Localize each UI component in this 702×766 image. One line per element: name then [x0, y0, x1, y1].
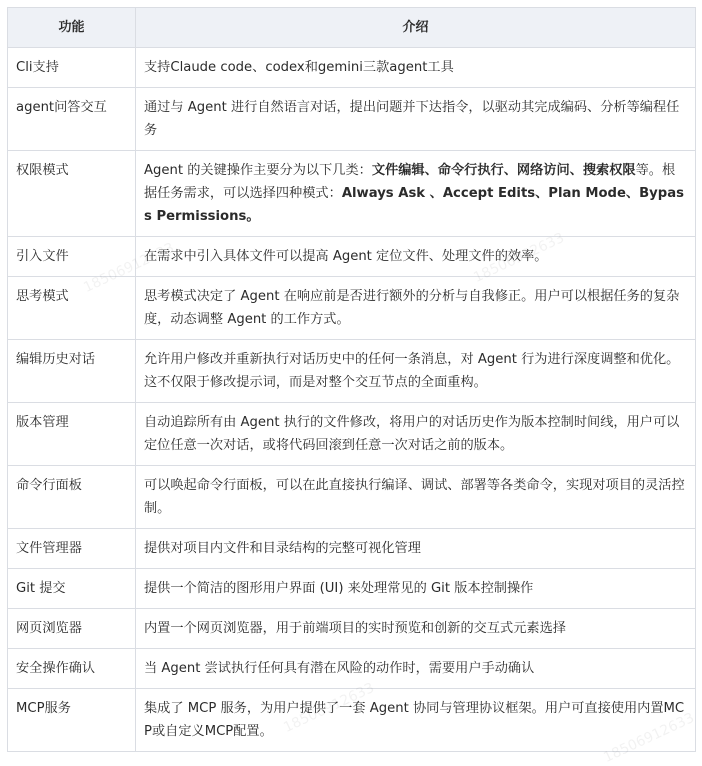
table-row — [8, 340, 696, 403]
feature-cell: 安全操作确认 — [8, 649, 136, 689]
table-row — [8, 48, 696, 88]
description-cell: 自动追踪所有由 Agent 执行的文件修改，将用户的对话历史作为版本控制时间线，用户可以定位任意一次对话，或将代码回滚到任意一次对话之前的版本。 — [136, 403, 696, 466]
table-row — [8, 609, 696, 649]
description-cell: 在需求中引入具体文件可以提高 Agent 定位文件、处理文件的效率。 — [136, 237, 696, 277]
description-text: Agent 的关键操作主要分为以下几类： — [144, 163, 372, 178]
description-cell: 提供一个简洁的图形用户界面 (UI) 来处理常见的 Git 版本控制操作 — [136, 569, 696, 609]
feature-cell: 命令行面板 — [8, 466, 136, 529]
feature-cell: Cli支持 — [8, 48, 136, 88]
description-cell: 集成了 MCP 服务，为用户提供了一套 Agent 协同与管理协议框架。用户可直接使用内置MCP或自定义MCP配置。 — [136, 689, 696, 752]
watermark: 18506912633 — [281, 680, 377, 736]
description-cell — [136, 151, 696, 237]
feature-cell: agent问答交互 — [8, 88, 136, 151]
description-cell: 思考模式决定了 Agent 在响应前是否进行额外的分析与自我修正。用户可以根据任务的复杂度，动态调整 Agent 的工作方式。 — [136, 277, 696, 340]
description-text: 等。根据任务需求，可以选择四种模式： — [144, 163, 676, 201]
description-cell: 当 Agent 尝试执行任何具有潜在风险的动作时，需要用户手动确认 — [136, 649, 696, 689]
table-row — [8, 88, 696, 151]
description-cell: 允许用户修改并重新执行对话历史中的任何一条消息，对 Agent 行为进行深度调整和优化。这不仅限于修改提示词，而是对整个交互节点的全面重构。 — [136, 340, 696, 403]
table-row — [8, 151, 696, 237]
description-bold: 文件编辑、命令行执行、网络访问、搜索权限 — [371, 163, 636, 178]
feature-cell: 网页浏览器 — [8, 609, 136, 649]
header-feature: 功能 — [8, 8, 136, 48]
feature-cell: 版本管理 — [8, 403, 136, 466]
description-cell: 内置一个网页浏览器，用于前端项目的实时预览和创新的交互式元素选择 — [136, 609, 696, 649]
description-cell: 可以唤起命令行面板，可以在此直接执行编译、调试、部署等各类命令，实现对项目的灵活控制。 — [136, 466, 696, 529]
description-bold: Always Ask 、Accept Edits、Plan Mode、Bypass Permissions。 — [144, 186, 684, 224]
table-row — [8, 237, 696, 277]
table-row — [8, 569, 696, 609]
feature-cell: Git 提交 — [8, 569, 136, 609]
feature-cell: 思考模式 — [8, 277, 136, 340]
table-row — [8, 529, 696, 569]
watermark: 18506912633 — [471, 230, 567, 286]
feature-cell: 引入文件 — [8, 237, 136, 277]
description-cell: 通过与 Agent 进行自然语言对话，提出问题并下达指令，以驱动其完成编码、分析等编程任务 — [136, 88, 696, 151]
watermark: 18506912633 — [601, 710, 697, 766]
feature-table-container — [7, 7, 695, 752]
table-header-row — [8, 8, 696, 48]
feature-cell: 编辑历史对话 — [8, 340, 136, 403]
table-row — [8, 466, 696, 529]
feature-cell: 文件管理器 — [8, 529, 136, 569]
feature-cell: 权限模式 — [8, 151, 136, 237]
description-cell: 支持Claude code、codex和gemini三款agent工具 — [136, 48, 696, 88]
description-cell: 提供对项目内文件和目录结构的完整可视化管理 — [136, 529, 696, 569]
header-description: 介绍 — [136, 8, 696, 48]
table-row — [8, 403, 696, 466]
table-row — [8, 277, 696, 340]
table-row — [8, 649, 696, 689]
feature-cell: MCP服务 — [8, 689, 136, 752]
watermark: 18506912633 — [81, 240, 177, 296]
table-row — [8, 689, 696, 752]
feature-table — [7, 7, 696, 752]
